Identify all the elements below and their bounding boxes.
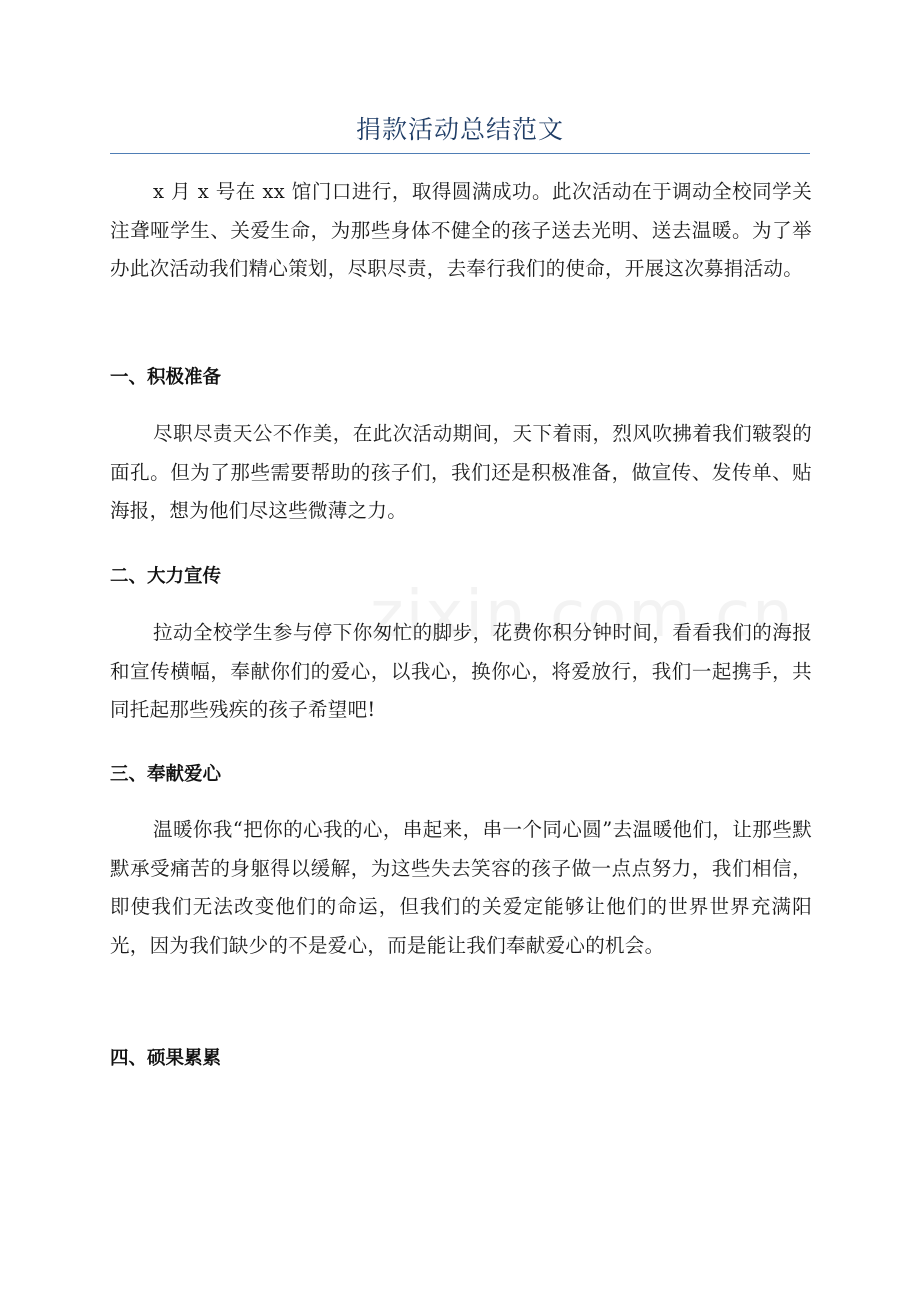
title-underline xyxy=(110,153,810,154)
section-heading-2: 二、大力宣传 xyxy=(110,566,222,587)
section-body-2: 拉动全校学生参与停下你匆忙的脚步，花费你积分钟时间，看看我们的海报和宣传横幅，奉献你们的爱心，以我心，换你心，将爱放行，我们一起携手，共同托起那些残疾的孩子希望吧! xyxy=(110,621,812,721)
section-body-1: 尽职尽责天公不作美，在此次活动期间，天下着雨，烈风吹拂着我们皲裂的面孔。但为了那些需要帮助的孩子们，我们还是积极准备，做宣传、发传单、贴海报，想为他们尽这些微薄之力。 xyxy=(110,422,812,522)
section-heading-1: 一、积极准备 xyxy=(110,367,222,388)
document-title: 捐款活动总结范文 xyxy=(355,115,564,144)
intro-paragraph: x 月 x 号在 xx 馆门口进行，取得圆满成功。此次活动在于调动全校同学关注聋哑学生、关爱生命，为那些身体不健全的孩子送去光明、送去温暖。为了举办此次活动我们精心策划，尽职尽责，去奉行我们的使命，开展这次募捐活动。 xyxy=(110,180,812,280)
section-heading-4: 四、硕果累累 xyxy=(110,1048,222,1069)
section-body-3: 温暖你我“把你的心我的心，串起来，串一个同心圆”去温暖他们，让那些默默承受痛苦的身躯得以缓解，为这些失去笑容的孩子做一点点努力，我们相信，即使我们无法改变他们的命运，但我们的关爱定能够让他们的世界世界充满阳光，因为我们缺少的不是爱心，而是能让我们奉献爱心的机会。 xyxy=(110,818,812,957)
section-heading-3: 三、奉献爱心 xyxy=(110,764,222,785)
